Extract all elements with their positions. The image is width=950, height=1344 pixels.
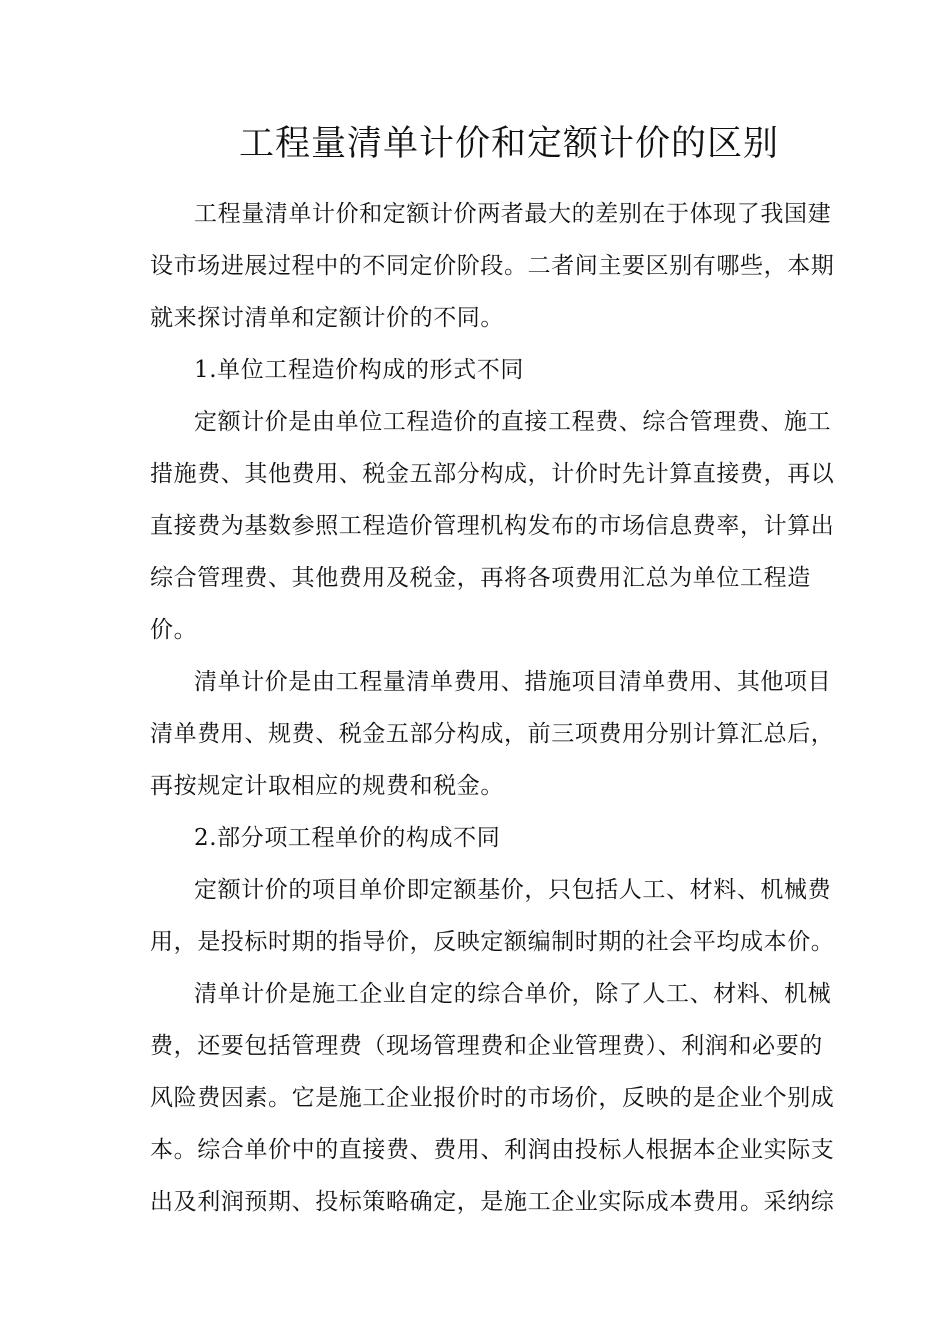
paragraph-line: 风险费因素。它是施工企业报价时的市场价，反映的是企业个别成 bbox=[150, 1085, 835, 1111]
paragraph-line: 就来探讨清单和定额计价的不同。 bbox=[150, 305, 504, 331]
paragraph-line: 定额计价的项目单价即定额基价，只包括人工、材料、机械费 bbox=[194, 877, 832, 903]
paragraph-line: 直接费为基数参照工程造价管理机构发布的市场信息费率，计算出 bbox=[150, 513, 835, 539]
paragraph-line: 综合管理费、其他费用及税金，再将各项费用汇总为单位工程造 bbox=[150, 565, 811, 591]
document-body bbox=[150, 188, 835, 1228]
paragraph-line: 价。 bbox=[150, 617, 198, 643]
paragraph-line: 设市场进展过程中的不同定价阶段。二者间主要区别有哪些，本期 bbox=[150, 253, 835, 279]
paragraph-line: 再按规定计取相应的规费和税金。 bbox=[150, 773, 504, 799]
paragraph-line: 本。综合单价中的直接费、费用、利润由投标人根据本企业实际支 bbox=[150, 1137, 835, 1163]
paragraph-line: 清单计价是施工企业自定的综合单价，除了人工、材料、机械 bbox=[194, 981, 832, 1007]
paragraph-line: 清单费用、规费、税金五部分构成，前三项费用分别计算汇总后， bbox=[150, 721, 835, 747]
paragraph-line: 出及利润预期、投标策略确定，是施工企业实际成本费用。采纳综 bbox=[150, 1189, 835, 1215]
paragraph-line: 工程量清单计价和定额计价两者最大的差别在于体现了我国建 bbox=[194, 201, 832, 227]
section-heading: 1.单位工程造价构成的形式不同 bbox=[194, 357, 524, 383]
paragraph-line: 定额计价是由单位工程造价的直接工程费、综合管理费、施工 bbox=[194, 409, 832, 435]
paragraph-line: 清单计价是由工程量清单费用、措施项目清单费用、其他项目 bbox=[194, 669, 832, 695]
paragraph-line: 费，还要包括管理费（现场管理费和企业管理费）、利润和必要的 bbox=[150, 1033, 823, 1059]
paragraph-line: 用，是投标时期的指导价，反映定额编制时期的社会平均成本价。 bbox=[150, 929, 835, 955]
section-heading: 2.部分项工程单价的构成不同 bbox=[194, 825, 501, 851]
document-title: 工程量清单计价和定额计价的区别 bbox=[238, 124, 779, 164]
paragraph-line: 措施费、其他费用、税金五部分构成，计价时先计算直接费，再以 bbox=[150, 461, 835, 487]
